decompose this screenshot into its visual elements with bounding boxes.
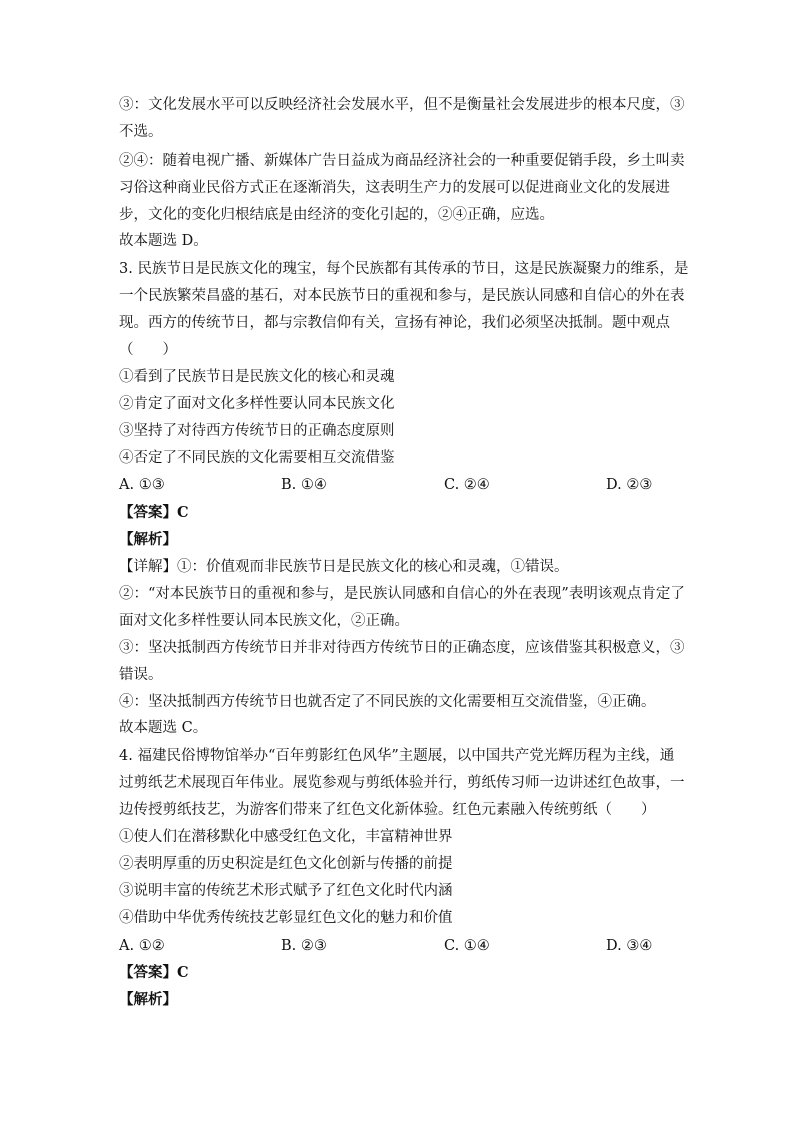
question-4-statement: ③说明丰富的传统艺术形式赋予了红色文化时代内涵	[119, 883, 453, 899]
paragraph-line: ③：文化发展水平可以反映经济社会发展水平，但不是衡量社会发展进步的根本尺度，③	[119, 97, 685, 113]
question-3-detail: 【详解】①：价值观而非民族节日是民族文化的核心和灵魂，①错误。	[119, 559, 569, 575]
question-4-analysis-heading: 【解析】	[119, 991, 177, 1008]
paragraph-line: 不选。	[119, 124, 163, 140]
question-3-answer: 【答案】C	[119, 504, 189, 521]
paragraph-line: ②④：随着电视广播、新媒体广告日益成为商品经济社会的一种重要促销手段，乡土叫卖	[119, 153, 685, 169]
question-3-stem: 现。西方的传统节日，都与宗教信仰有关，宣扬有神论，我们必须坚决抵制。题中观点	[119, 315, 670, 331]
paragraph-line: 步，文化的变化归根结底是由经济的变化引起的，②④正确，应选。	[119, 207, 554, 223]
question-4-stem: 过剪纸艺术展现百年伟业。展览参观与剪纸体验并行，剪纸传习师一边讲述红色故事，一	[119, 775, 685, 791]
question-4-stem: 边传授剪纸技艺，为游客们带来了红色文化新体验。红色元素融入传统剪纸（ ）	[119, 802, 656, 818]
question-4-stem: 4. 福建民俗博物馆举办“百年剪影红色风华”主题展，以中国共产党光辉历程为主线，通	[119, 748, 675, 764]
question-4-option-d: D. ③④	[606, 938, 653, 954]
question-3-statement: ①看到了民族节日是民族文化的核心和灵魂	[119, 369, 395, 385]
question-4-option-b: B. ②③	[281, 938, 327, 954]
question-4-statement: ①使人们在潜移默化中感受红色文化，丰富精神世界	[119, 829, 453, 845]
question-3-detail: ④：坚决抵制西方传统节日也就否定了不同民族的文化需要相互交流借鉴，④正确。	[119, 694, 656, 710]
question-3-option-a: A. ①③	[119, 477, 165, 493]
question-3-option-b: B. ①④	[281, 477, 327, 493]
question-3-detail: 错误。	[119, 667, 163, 683]
question-4-option-c: C. ①④	[444, 938, 490, 954]
question-3-detail: ②：“对本民族节日的重视和参与，是民族认同感和自信心的外在表现”表明该观点肯定了	[119, 586, 685, 602]
question-3-statement: ④否定了不同民族的文化需要相互交流借鉴	[119, 450, 395, 466]
question-4-statement: ②表明厚重的历史积淀是红色文化创新与传播的前提	[119, 856, 453, 872]
question-3-stem: 3. 民族节日是民族文化的瑰宝，每个民族都有其传承的节日，这是民族凝聚力的维系，是	[119, 261, 689, 277]
question-3-conclusion: 故本题选 C。	[119, 720, 208, 736]
question-3-analysis-heading: 【解析】	[119, 531, 177, 548]
question-4-option-a: A. ①②	[119, 938, 165, 954]
question-3-statement: ③坚持了对待西方传统节日的正确态度原则	[119, 423, 395, 439]
paragraph-line: 习俗这种商业民俗方式正在逐渐消失，这表明生产力的发展可以促进商业文化的发展进	[119, 180, 670, 196]
question-3-stem: 一个民族繁荣昌盛的基石，对本民族节日的重视和参与，是民族认同感和自信心的外在表	[119, 288, 685, 304]
question-3-detail: 面对文化多样性要认同本民族文化，②正确。	[119, 613, 409, 629]
question-3-option-d: D. ②③	[606, 477, 653, 493]
conclusion-line: 故本题选 D。	[119, 233, 208, 249]
question-3-blank: （ ）	[119, 342, 177, 358]
question-3-statement: ②肯定了面对文化多样性要认同本民族文化	[119, 396, 395, 412]
question-4-statement: ④借助中华优秀传统技艺彰显红色文化的魅力和价值	[119, 910, 453, 926]
question-3-detail: ③：坚决抵制西方传统节日并非对待西方传统节日的正确态度，应该借鉴其积极意义，③	[119, 640, 685, 656]
question-3-option-c: C. ②④	[444, 477, 490, 493]
question-4-answer: 【答案】C	[119, 964, 189, 981]
